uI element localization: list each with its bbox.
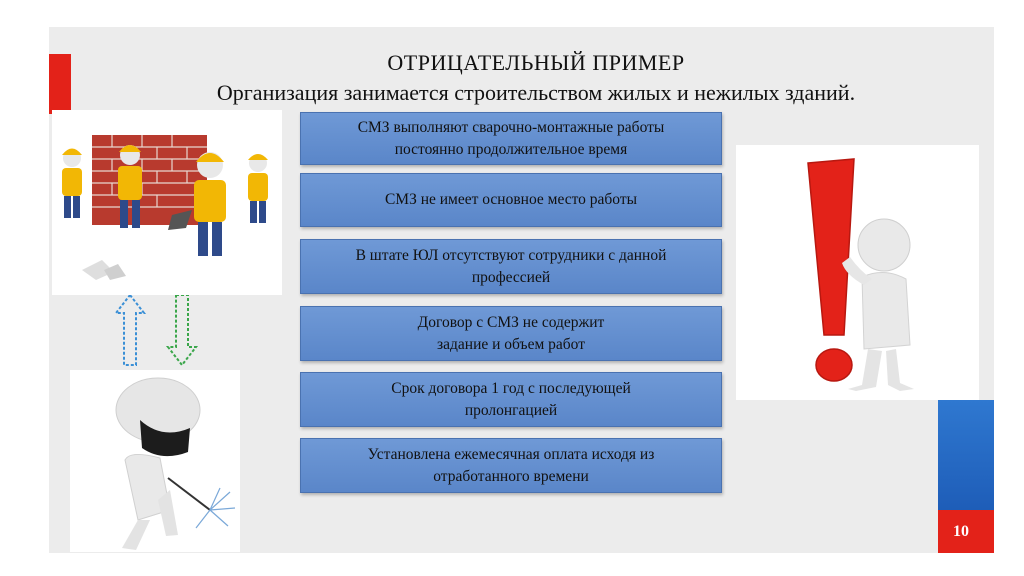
statement-box-2 [300, 173, 722, 227]
welder-illustration [70, 370, 240, 552]
exclamation-bar [808, 159, 854, 335]
page-number: 10 [953, 522, 969, 540]
down-arrow-icon [168, 295, 196, 365]
exclamation-dot [816, 349, 852, 381]
statement-line: задание и объем работ [437, 335, 585, 353]
rubble [82, 260, 126, 280]
up-arrow-icon [116, 295, 144, 365]
statement-line: постоянно продолжительное время [394, 140, 628, 158]
statement-box-5 [300, 372, 722, 427]
exclamation-mark-figure-image [736, 145, 979, 400]
statement-box-6 [300, 438, 722, 493]
spark-icon [196, 488, 235, 528]
statement-box-3 [300, 239, 722, 294]
statement-line: профессией [471, 268, 551, 286]
workers-illustration [52, 110, 282, 295]
statement-line: Установлена ежемесячная оплата исходя из [367, 445, 655, 463]
slide-subtitle: Организация занимается строительством жилых и нежилых зданий. [216, 80, 856, 105]
construction-workers-image [52, 110, 282, 295]
statement-line: В штате ЮЛ отсутствуют сотрудники с данной [355, 246, 667, 264]
statement-line: отработанного времени [433, 467, 589, 485]
statement-line: СМЗ не имеет основное место работы [384, 191, 638, 208]
blue-accent-bar [938, 400, 994, 510]
statement-line: Договор с СМЗ не содержит [417, 313, 605, 331]
slide-title: ОТРИЦАТЕЛЬНЫЙ ПРИМЕР [387, 50, 685, 75]
statement-line: Срок договора 1 год с последующей [391, 379, 631, 397]
statement-box-4 [300, 306, 722, 361]
exchange-arrows [108, 295, 208, 370]
statement-line: СМЗ выполняют сварочно-монтажные работы [357, 118, 665, 136]
welder-figure-image [70, 370, 240, 552]
statement-box-1 [300, 112, 722, 165]
exclamation-illustration [736, 145, 979, 400]
statement-line: пролонгацией [464, 401, 558, 419]
